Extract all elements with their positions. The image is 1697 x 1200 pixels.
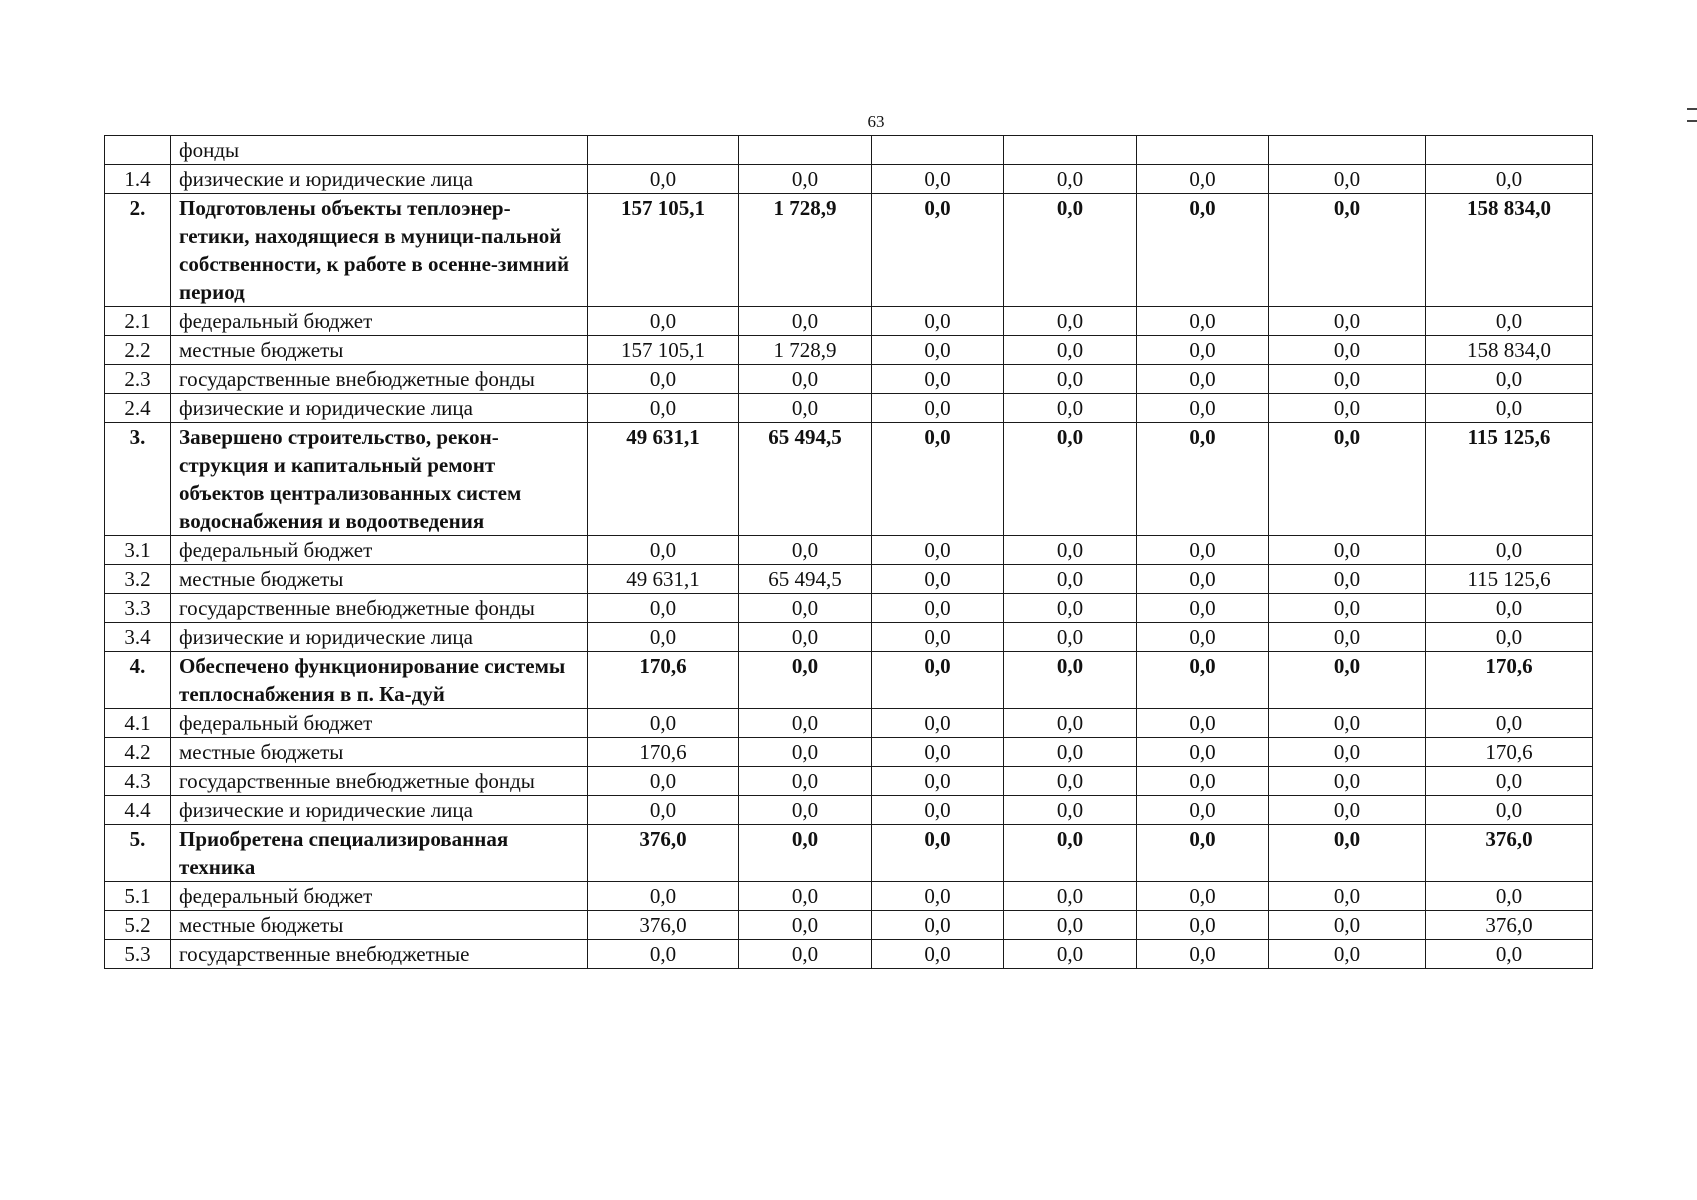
row-number: 5. [105,825,171,882]
row-number: 5.1 [105,882,171,911]
value-cell: 0,0 [1004,767,1137,796]
value-cell: 376,0 [588,825,739,882]
table-row [105,882,1593,911]
value-cell: 49 631,1 [588,565,739,594]
value-cell: 0,0 [1004,365,1137,394]
value-cell: 0,0 [739,536,872,565]
value-cell: 49 631,1 [588,423,739,536]
value-cell: 0,0 [1137,565,1269,594]
row-name: местные бюджеты [171,565,588,594]
value-cell: 0,0 [1426,365,1593,394]
value-cell: 0,0 [1004,565,1137,594]
value-cell: 0,0 [872,565,1004,594]
row-name: местные бюджеты [171,336,588,365]
value-cell: 0,0 [1426,307,1593,336]
value-cell: 0,0 [1004,594,1137,623]
row-name: физические и юридические лица [171,623,588,652]
value-cell: 0,0 [872,796,1004,825]
value-cell: 0,0 [872,825,1004,882]
row-number: 2. [105,194,171,307]
value-cell: 0,0 [1426,796,1593,825]
value-cell: 0,0 [872,365,1004,394]
value-cell: 0,0 [1269,165,1426,194]
value-cell: 170,6 [588,738,739,767]
value-cell: 158 834,0 [1426,336,1593,365]
value-cell: 0,0 [588,882,739,911]
value-cell: 115 125,6 [1426,565,1593,594]
value-cell: 0,0 [739,796,872,825]
value-cell: 0,0 [1137,709,1269,738]
row-name: Подготовлены объекты теплоэнер-гетики, находящиеся в муници-пальной собственности, к работе в осенне-зимний период [171,194,588,307]
table-row [105,709,1593,738]
value-cell: 0,0 [1137,767,1269,796]
row-number: 3. [105,423,171,536]
value-cell: 0,0 [1137,738,1269,767]
value-cell: 157 105,1 [588,194,739,307]
value-cell: 0,0 [1426,536,1593,565]
value-cell: 0,0 [1137,336,1269,365]
value-cell: 0,0 [1137,882,1269,911]
row-name: физические и юридические лица [171,394,588,423]
value-cell: 0,0 [872,738,1004,767]
row-number: 4.2 [105,738,171,767]
value-cell: 0,0 [588,623,739,652]
value-cell: 0,0 [1137,194,1269,307]
value-cell: 0,0 [1269,738,1426,767]
row-name: физические и юридические лица [171,165,588,194]
value-cell: 0,0 [1004,336,1137,365]
value-cell: 0,0 [1426,767,1593,796]
value-cell: 0,0 [588,767,739,796]
value-cell: 0,0 [1269,365,1426,394]
value-cell: 0,0 [872,394,1004,423]
value-cell: 0,0 [1137,623,1269,652]
value-cell: 0,0 [1004,738,1137,767]
value-cell [1269,136,1426,165]
value-cell: 0,0 [1137,423,1269,536]
table-row [105,423,1593,536]
row-number: 4.1 [105,709,171,738]
value-cell [588,136,739,165]
value-cell: 0,0 [1426,594,1593,623]
value-cell: 0,0 [588,307,739,336]
value-cell: 0,0 [1137,365,1269,394]
row-name: государственные внебюджетные [171,940,588,969]
row-name: федеральный бюджет [171,307,588,336]
value-cell [1426,136,1593,165]
value-cell: 0,0 [1137,536,1269,565]
value-cell: 65 494,5 [739,565,872,594]
value-cell: 0,0 [1137,911,1269,940]
value-cell: 0,0 [1269,194,1426,307]
value-cell: 0,0 [872,709,1004,738]
table-row [105,796,1593,825]
table-row [105,336,1593,365]
value-cell: 0,0 [1004,623,1137,652]
value-cell: 0,0 [1269,940,1426,969]
value-cell: 0,0 [739,882,872,911]
value-cell: 115 125,6 [1426,423,1593,536]
value-cell: 0,0 [1137,796,1269,825]
value-cell: 0,0 [588,940,739,969]
value-cell: 0,0 [1004,652,1137,709]
value-cell: 0,0 [1426,709,1593,738]
value-cell: 0,0 [1004,709,1137,738]
value-cell: 0,0 [739,738,872,767]
value-cell: 0,0 [1426,165,1593,194]
value-cell: 0,0 [1269,336,1426,365]
table-row [105,594,1593,623]
value-cell: 0,0 [1269,652,1426,709]
row-number: 3.2 [105,565,171,594]
value-cell: 0,0 [1269,796,1426,825]
row-name: федеральный бюджет [171,709,588,738]
value-cell: 0,0 [1004,307,1137,336]
table-row [105,825,1593,882]
value-cell: 0,0 [1269,767,1426,796]
value-cell: 0,0 [1269,594,1426,623]
row-name: государственные внебюджетные фонды [171,365,588,394]
row-number: 4.4 [105,796,171,825]
value-cell: 0,0 [1269,565,1426,594]
budget-table [104,135,1593,969]
value-cell: 0,0 [739,623,872,652]
row-name: федеральный бюджет [171,882,588,911]
value-cell: 0,0 [739,394,872,423]
value-cell: 0,0 [872,882,1004,911]
value-cell: 0,0 [588,165,739,194]
value-cell: 0,0 [1004,194,1137,307]
table-row [105,738,1593,767]
value-cell: 0,0 [1269,882,1426,911]
value-cell: 0,0 [1269,825,1426,882]
table-row [105,652,1593,709]
value-cell: 0,0 [739,767,872,796]
row-number: 5.3 [105,940,171,969]
row-number: 4.3 [105,767,171,796]
table-row [105,165,1593,194]
table-body [105,136,1593,969]
value-cell: 0,0 [872,536,1004,565]
value-cell: 376,0 [588,911,739,940]
value-cell: 0,0 [1269,709,1426,738]
row-number: 2.1 [105,307,171,336]
value-cell: 0,0 [872,307,1004,336]
value-cell: 0,0 [1137,307,1269,336]
page-number: 63 [867,112,885,131]
value-cell: 0,0 [1004,882,1137,911]
value-cell: 0,0 [872,940,1004,969]
table-row [105,194,1593,307]
row-number: 3.4 [105,623,171,652]
row-name: фонды [171,136,588,165]
row-number: 3.3 [105,594,171,623]
value-cell: 0,0 [1004,825,1137,882]
value-cell: 0,0 [1004,536,1137,565]
value-cell: 0,0 [1269,423,1426,536]
row-number: 2.4 [105,394,171,423]
value-cell: 0,0 [872,165,1004,194]
value-cell [872,136,1004,165]
row-name: федеральный бюджет [171,536,588,565]
value-cell: 0,0 [872,336,1004,365]
row-name: местные бюджеты [171,911,588,940]
value-cell: 0,0 [1426,394,1593,423]
value-cell [1137,136,1269,165]
value-cell: 0,0 [739,652,872,709]
table-row [105,623,1593,652]
row-name: Обеспечено функционирование системы теплоснабжения в п. Ка-дуй [171,652,588,709]
row-name: физические и юридические лица [171,796,588,825]
value-cell: 170,6 [1426,652,1593,709]
value-cell [739,136,872,165]
value-cell: 0,0 [1269,394,1426,423]
value-cell: 0,0 [1269,623,1426,652]
value-cell: 157 105,1 [588,336,739,365]
value-cell: 158 834,0 [1426,194,1593,307]
value-cell: 0,0 [872,594,1004,623]
budget-table-wrapper [104,135,1592,969]
value-cell: 0,0 [588,796,739,825]
value-cell [1004,136,1137,165]
row-name: государственные внебюджетные фонды [171,594,588,623]
table-row [105,536,1593,565]
table-row [105,767,1593,796]
row-number: 4. [105,652,171,709]
value-cell: 0,0 [739,307,872,336]
value-cell: 0,0 [1004,423,1137,536]
row-name: Приобретена специализированная техника [171,825,588,882]
value-cell: 0,0 [1004,165,1137,194]
value-cell: 376,0 [1426,911,1593,940]
value-cell: 0,0 [1137,652,1269,709]
value-cell: 0,0 [739,911,872,940]
table-row [105,365,1593,394]
value-cell: 0,0 [1269,911,1426,940]
row-name: государственные внебюджетные фонды [171,767,588,796]
value-cell: 0,0 [872,911,1004,940]
value-cell: 0,0 [872,623,1004,652]
value-cell: 0,0 [588,536,739,565]
value-cell: 0,0 [739,165,872,194]
value-cell: 0,0 [588,365,739,394]
table-row [105,911,1593,940]
row-number: 2.2 [105,336,171,365]
value-cell: 0,0 [739,594,872,623]
value-cell: 65 494,5 [739,423,872,536]
value-cell: 0,0 [739,825,872,882]
row-number: 5.2 [105,911,171,940]
value-cell: 0,0 [1269,307,1426,336]
value-cell: 0,0 [588,594,739,623]
row-number [105,136,171,165]
value-cell: 0,0 [588,709,739,738]
value-cell: 0,0 [739,940,872,969]
row-number: 2.3 [105,365,171,394]
value-cell: 0,0 [1137,940,1269,969]
value-cell: 376,0 [1426,825,1593,882]
row-name: местные бюджеты [171,738,588,767]
value-cell: 0,0 [1137,394,1269,423]
value-cell: 0,0 [872,652,1004,709]
value-cell: 170,6 [588,652,739,709]
row-number: 3.1 [105,536,171,565]
table-row [105,307,1593,336]
value-cell: 0,0 [1137,594,1269,623]
row-name: Завершено строительство, рекон-струкция и капитальный ремонт объектов централизованных систем водоснабжения и водоотведения [171,423,588,536]
value-cell: 0,0 [1269,536,1426,565]
value-cell: 0,0 [1426,882,1593,911]
value-cell: 0,0 [739,709,872,738]
edge-mark [1687,108,1697,132]
value-cell: 0,0 [1004,394,1137,423]
value-cell: 0,0 [739,365,872,394]
value-cell: 0,0 [588,394,739,423]
value-cell: 0,0 [1004,796,1137,825]
value-cell: 0,0 [1004,911,1137,940]
value-cell: 1 728,9 [739,194,872,307]
value-cell: 0,0 [1426,940,1593,969]
table-row [105,394,1593,423]
value-cell: 0,0 [1004,940,1137,969]
value-cell: 0,0 [872,194,1004,307]
table-row [105,940,1593,969]
value-cell: 0,0 [872,767,1004,796]
table-row [105,565,1593,594]
value-cell: 170,6 [1426,738,1593,767]
value-cell: 0,0 [1137,825,1269,882]
value-cell: 0,0 [1137,165,1269,194]
table-row [105,136,1593,165]
row-number: 1.4 [105,165,171,194]
value-cell: 0,0 [1426,623,1593,652]
value-cell: 0,0 [872,423,1004,536]
value-cell: 1 728,9 [739,336,872,365]
